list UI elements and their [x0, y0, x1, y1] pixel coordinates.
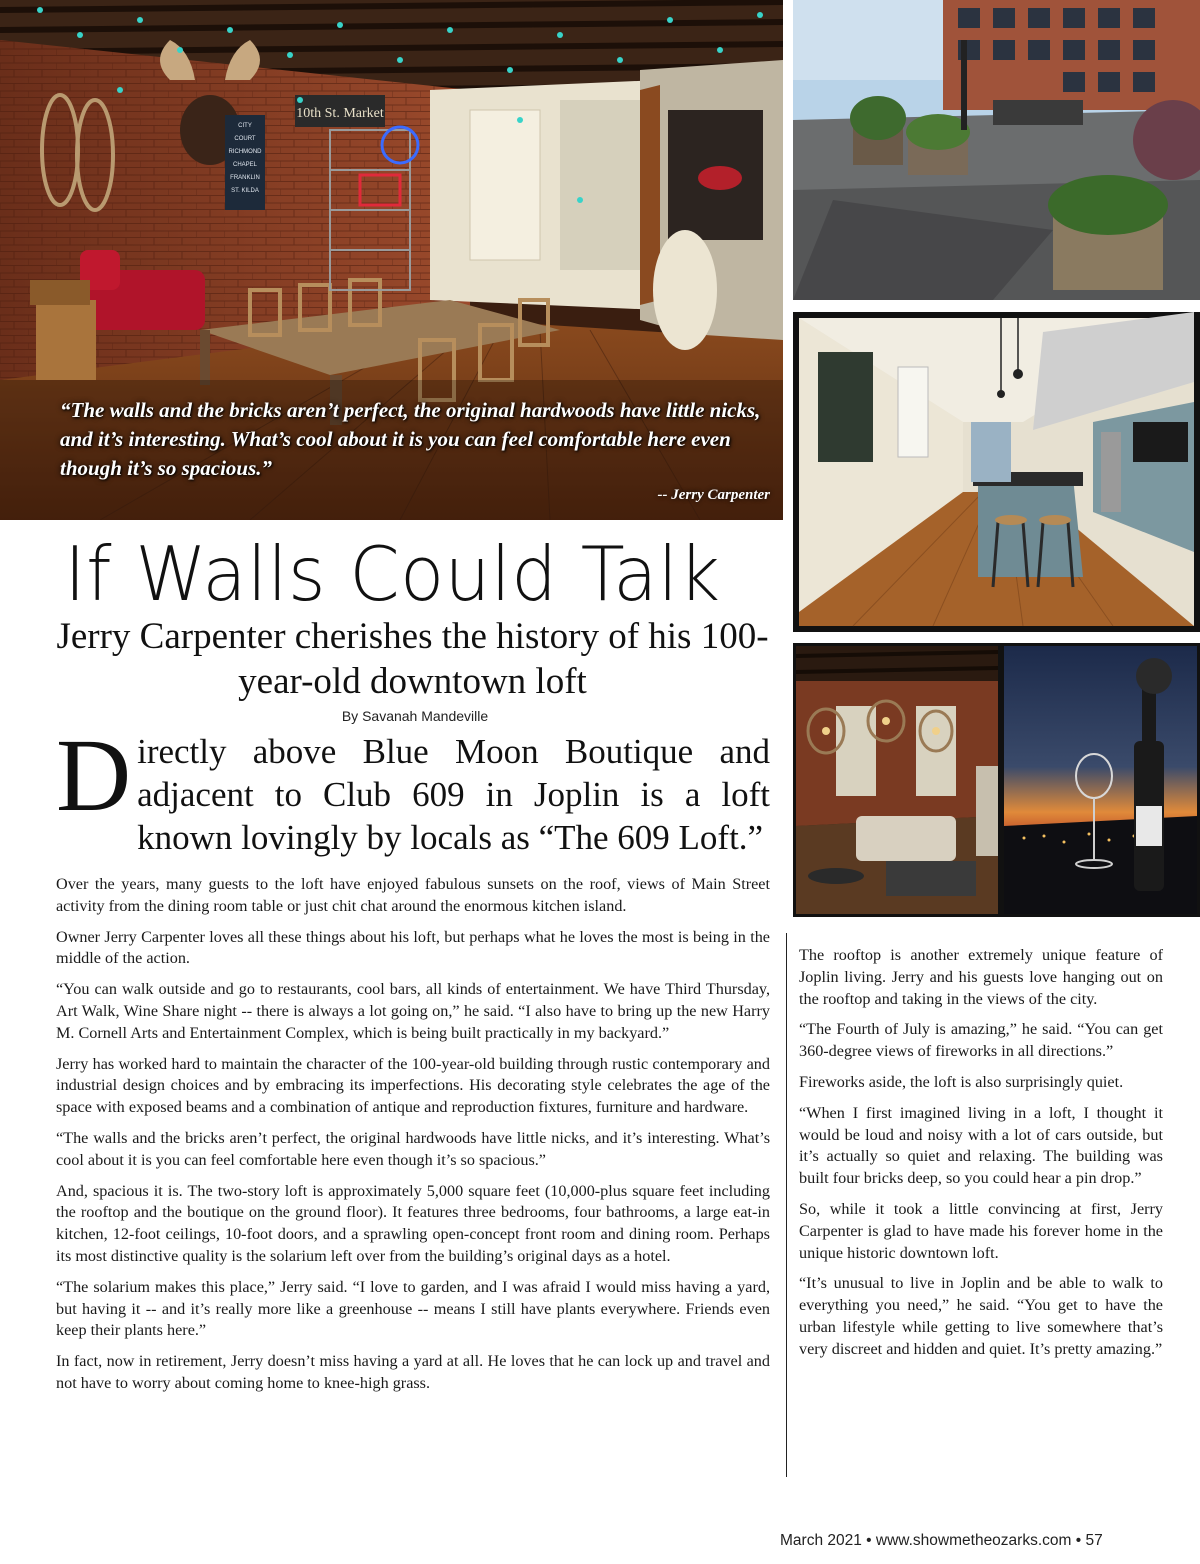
drop-cap: D	[56, 718, 132, 833]
sunset-rooftop-photo	[1004, 646, 1197, 914]
article-subheadline: Jerry Carpenter cherishes the history of his 100-year-old downtown loft	[56, 616, 769, 702]
body-paragraph: “When I first imagined living in a loft, I thought it would be loud and noisy with a lot of cars outside, but it’s actually so quiet and relaxing. The building was built four bricks deep, so you could hear a pin drop.”	[799, 1103, 1163, 1188]
lede-text: irectly above Blue Moon Boutique and adjacent to Club 609 in Joplin is a loft known lovingly by locals as “The 609 Loft.”	[137, 732, 770, 857]
body-paragraph: “The solarium makes this place,” Jerry said. “I love to garden, and I was afraid I would miss having a yard, but having it -- and it’s really more like a greenhouse -- means I still have plants everywhere. Friends even keep their plants here.”	[56, 1277, 770, 1340]
body-paragraph: Jerry has worked hard to maintain the character of the 100-year-old building through rustic contemporary and industrial design choices and by embracing its imperfections. His decorating style celebrates the age of the space with exposed beams and a combination of antique and reproduction fixtures, furniture and hardware.	[56, 1054, 770, 1117]
page-footer: March 2021 • www.showmetheozarks.com • 57	[780, 1532, 1103, 1549]
body-paragraph: “It’s unusual to live in Joplin and be able to walk to everything you need,” he said. “You get to have the urban lifestyle while getting to live somewhere that’s very discreet and hidden and quiet. It’s pretty amazing.”	[799, 1274, 1163, 1358]
body-paragraph: “The walls and the bricks aren’t perfect, the original hardwoods have little nicks, and it’s interesting. What’s cool about it is you can feel comfortable here even though it’s so spacious.”	[56, 1128, 770, 1169]
body-paragraph: “The Fourth of July is amazing,” he said. “You can get 360-degree views of fireworks in all directions.”	[799, 1020, 1163, 1061]
body-column-right	[799, 945, 1163, 1370]
article-byline: By Savanah Mandeville	[341, 708, 489, 724]
body-paragraph: The rooftop is another extremely unique feature of Joplin living. Jerry and his guests love hanging out on the rooftop and taking in the views of the city.	[799, 946, 1163, 1008]
body-column-left	[56, 874, 770, 1404]
article-headline: If Walls Could Talk	[64, 530, 721, 618]
body-paragraph: Owner Jerry Carpenter loves all these things about his loft, but perhaps what he loves the most is being in the middle of the action.	[56, 927, 770, 968]
city-sign-line: ST. KILDA	[231, 188, 259, 194]
city-sign-line: COURT	[234, 136, 256, 142]
hero-pull-quote: “The walls and the bricks aren’t perfect, the original hardwoods have little nicks, and it’s interesting. What’s cool about it is you can feel comfortable here even though it’s so spacious.”	[60, 398, 761, 480]
city-sign-line: FRANKLIN	[230, 175, 260, 181]
body-paragraph: And, spacious it is. The two-story loft is approximately 5,000 square feet (10,000-plus square feet including the rooftop and the boutique on the ground floor). It features three bedrooms, four bathrooms, a large eat-in kitchen, 12-foot ceilings, 10-foot doors, and a sprawling open-concept front room and dining room. Perhaps its most distinctive quality is the solarium left over from the building’s original days as a hotel.	[56, 1181, 770, 1265]
body-paragraph: “You can walk outside and go to restaurants, cool bars, all kinds of entertainment. We have Third Thursday, Art Walk, Wine Share night -- there is always a lot going on,” he said. “I also have to bring up the new Harry M. Cornell Arts and Entertainment Complex, which is being built practically in my backyard.”	[56, 980, 770, 1042]
body-paragraph: Fireworks aside, the loft is also surprisingly quiet.	[799, 1072, 1124, 1091]
body-paragraph: So, while it took a little convincing at first, Jerry Carpenter is glad to have made his forever home in the unique historic downtown loft.	[799, 1199, 1163, 1262]
city-sign-line: RICHMOND	[228, 149, 262, 155]
rooftop-photo	[793, 0, 1200, 300]
market-sign-text: 10th St. Market	[296, 106, 384, 121]
body-paragraph: In fact, now in retirement, Jerry doesn’t miss having a yard at all. He loves that he can lock up and travel and not have to worry about coming home to knee-high grass.	[56, 1352, 770, 1392]
hero-quote-attribution: -- Jerry Carpenter	[657, 487, 770, 503]
lounge-photo	[796, 646, 998, 914]
kitchen-hallway-photo	[793, 312, 1200, 632]
article-lede	[56, 718, 770, 859]
body-paragraph: Over the years, many guests to the loft have enjoyed fabulous sunsets on the roof, views of Main Street activity from the dining room table or just chit chat around the enormous kitchen island.	[56, 875, 770, 915]
city-sign-line: CITY	[238, 123, 252, 129]
column-divider	[786, 933, 787, 1477]
city-sign-line: CHAPEL	[232, 162, 258, 168]
